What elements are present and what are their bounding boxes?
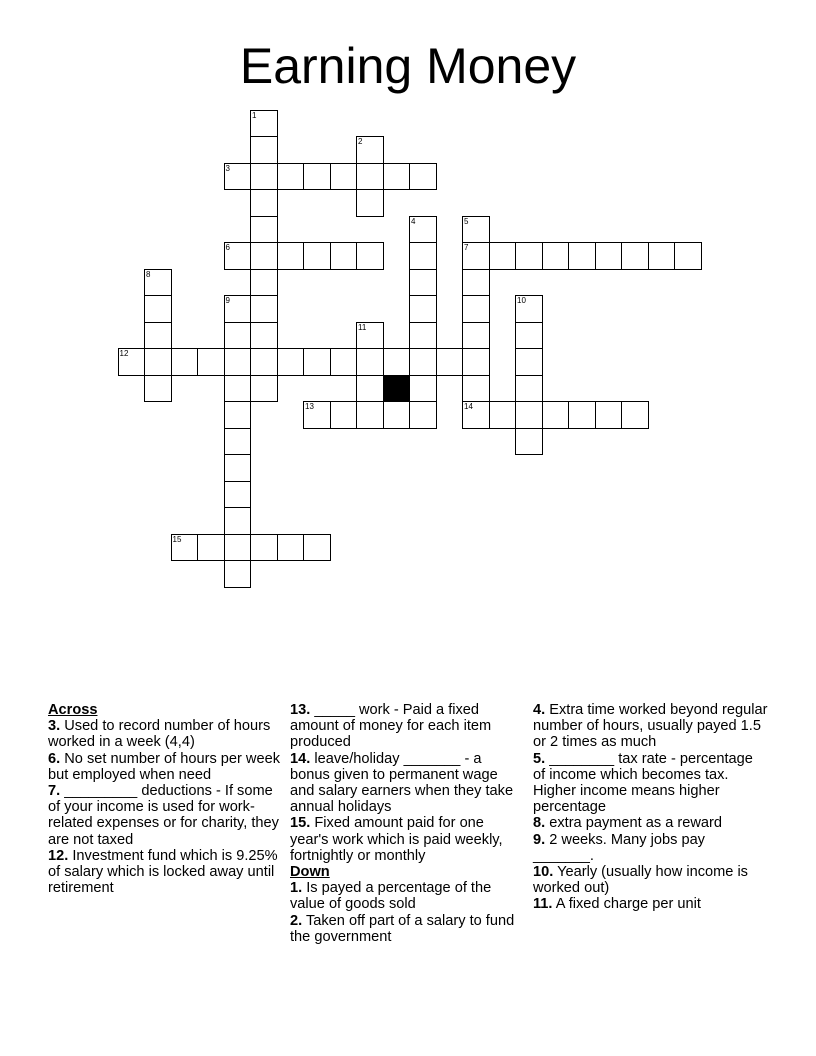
grid-cell[interactable] <box>250 534 278 562</box>
grid-cell[interactable] <box>462 322 490 350</box>
grid-cell[interactable] <box>250 322 278 350</box>
grid-cell[interactable] <box>224 481 252 509</box>
grid-cell[interactable] <box>250 136 278 164</box>
grid-cell[interactable] <box>356 322 384 350</box>
clue-item <box>533 702 769 751</box>
grid-cell[interactable] <box>197 534 225 562</box>
grid-cell[interactable] <box>462 216 490 244</box>
clue-number-label: 10 <box>517 296 526 305</box>
grid-cell[interactable] <box>383 163 411 191</box>
grid-cell[interactable] <box>436 348 464 376</box>
grid-cell[interactable] <box>303 401 331 429</box>
grid-cell[interactable] <box>356 189 384 217</box>
clue-number: 4. <box>533 702 546 718</box>
grid-cell[interactable] <box>250 189 278 217</box>
grid-cell[interactable] <box>568 401 596 429</box>
clue-text: Is payed a percentage of the value of goods sold <box>290 880 492 913</box>
grid-cell[interactable] <box>250 110 278 138</box>
clue-number: 1. <box>290 880 303 897</box>
grid-cell[interactable] <box>224 322 252 350</box>
grid-cell[interactable] <box>224 454 252 482</box>
clue-number: 10. <box>533 864 554 881</box>
grid-cell[interactable] <box>144 348 172 376</box>
clue-number-label: 4 <box>411 216 416 226</box>
clue-number: 3. <box>48 718 61 735</box>
grid-cell[interactable] <box>356 401 384 429</box>
grid-cell[interactable] <box>171 534 199 562</box>
grid-cell[interactable] <box>462 295 490 323</box>
grid-cell[interactable] <box>250 163 278 191</box>
clue-text: Extra time worked beyond regular number of hours, usually payed 1.5 or 2 times as much <box>533 702 768 751</box>
clue-item <box>48 751 280 783</box>
clues-column-1 <box>48 702 280 896</box>
clue-number: 8. <box>533 815 546 832</box>
grid-cell[interactable] <box>621 242 649 270</box>
clue-number-label: 12 <box>119 349 129 358</box>
clue-item <box>290 751 524 816</box>
clue-number: 9. <box>533 831 546 848</box>
grid-cell[interactable] <box>224 428 252 456</box>
grid-cell[interactable] <box>250 216 278 244</box>
grid-cell[interactable] <box>330 242 358 270</box>
clue-item <box>290 913 524 945</box>
clue-text: _________ deductions - If some of your income is used for work-related expenses or for charity, they are not taxed <box>48 783 279 848</box>
grid-cell[interactable] <box>383 348 411 376</box>
grid-cell[interactable] <box>409 295 437 323</box>
clue-number: 13. <box>290 702 311 718</box>
grid-cell[interactable] <box>462 401 490 429</box>
grid-cell[interactable] <box>409 242 437 270</box>
grid-cell[interactable] <box>224 534 252 562</box>
clue-number-label: 11 <box>358 322 367 332</box>
clue-text: Investment fund which is 9.25% of salary which is locked away until retirement <box>48 847 278 897</box>
clue-text: _____ work - Paid a fixed amount of money for each item produced <box>290 702 492 751</box>
clue-number: 7. <box>48 783 61 800</box>
grid-cell[interactable] <box>250 242 278 270</box>
clue-number: 14. <box>290 750 311 767</box>
clue-text: No set number of hours per week but employed when need <box>48 750 281 783</box>
grid-cell[interactable] <box>224 401 252 429</box>
clues-column-3 <box>533 702 769 913</box>
grid-cell[interactable] <box>409 269 437 297</box>
grid-cell[interactable] <box>409 401 437 429</box>
clue-item <box>533 832 769 864</box>
grid-cell[interactable] <box>462 242 490 270</box>
clue-number-label: 6 <box>225 243 230 252</box>
grid-cell[interactable] <box>144 269 172 297</box>
grid-cell[interactable] <box>224 242 252 270</box>
clue-number-label: 2 <box>358 137 363 146</box>
clue-number-label: 14 <box>464 402 473 411</box>
clue-number-label: 1 <box>252 110 257 120</box>
grid-cell[interactable] <box>303 163 331 191</box>
clue-number: 15. <box>290 815 311 832</box>
clue-item <box>533 864 769 896</box>
grid-cell[interactable] <box>171 348 199 376</box>
clue-text: extra payment as a reward <box>549 815 723 832</box>
grid-cell[interactable] <box>144 295 172 323</box>
clue-item <box>48 848 280 897</box>
grid-cell[interactable] <box>250 375 278 403</box>
grid-cell[interactable] <box>489 401 517 429</box>
clue-text: Taken off part of a salary to fund the government <box>290 912 515 945</box>
grid-cell[interactable] <box>303 348 331 376</box>
grid-cell[interactable] <box>462 375 490 403</box>
grid-cell[interactable] <box>303 242 331 270</box>
grid-cell[interactable] <box>489 242 517 270</box>
clue-item <box>533 815 769 831</box>
clue-number-label: 7 <box>464 243 469 252</box>
grid-cell[interactable] <box>542 401 570 429</box>
grid-cell[interactable] <box>330 163 358 191</box>
grid-cell[interactable] <box>356 375 384 403</box>
clue-item <box>290 702 524 751</box>
across-heading: Across <box>48 702 98 718</box>
grid-cell[interactable] <box>356 348 384 376</box>
grid-cell[interactable] <box>277 242 305 270</box>
clue-item <box>290 880 524 912</box>
grid-cell[interactable] <box>356 242 384 270</box>
grid-cell[interactable] <box>224 507 252 535</box>
grid-cell[interactable] <box>568 242 596 270</box>
grid-cell[interactable] <box>224 375 252 403</box>
grid-cell[interactable] <box>224 163 252 191</box>
grid-cell[interactable] <box>250 269 278 297</box>
clue-item <box>533 896 769 912</box>
clue-text: Fixed amount paid for one year's work which is paid weekly, fortnightly or monthly <box>290 815 503 864</box>
grid-cell[interactable] <box>621 401 649 429</box>
grid-cell[interactable] <box>409 163 437 191</box>
grid-cell[interactable] <box>277 348 305 376</box>
grid-cell[interactable] <box>118 348 146 376</box>
clue-text: A fixed charge per unit <box>555 896 701 913</box>
blocked-cell <box>383 375 411 403</box>
grid-cell[interactable] <box>648 242 676 270</box>
grid-cell[interactable] <box>356 163 384 191</box>
clue-text: 2 weeks. Many jobs pay _______. <box>533 831 705 864</box>
grid-cell[interactable] <box>515 348 543 376</box>
grid-cell[interactable] <box>250 348 278 376</box>
clue-number-label: 15 <box>172 534 182 544</box>
puzzle-title: Earning Money <box>239 38 577 94</box>
grid-cell[interactable] <box>224 295 252 323</box>
grid-cell[interactable] <box>515 401 543 429</box>
grid-cell[interactable] <box>330 348 358 376</box>
grid-cell[interactable] <box>224 348 252 376</box>
grid-cell[interactable] <box>356 136 384 164</box>
clue-number: 12. <box>48 847 69 864</box>
clue-number-label: 13 <box>305 402 314 411</box>
grid-cell[interactable] <box>515 322 543 350</box>
clue-number: 2. <box>290 912 303 929</box>
grid-cell[interactable] <box>197 348 225 376</box>
clues-column-2 <box>290 702 524 945</box>
clue-item <box>48 783 280 848</box>
clue-item <box>290 815 524 864</box>
grid-cell[interactable] <box>595 242 623 270</box>
grid-cell[interactable] <box>144 322 172 350</box>
grid-cell[interactable] <box>515 375 543 403</box>
grid-cell[interactable] <box>542 242 570 270</box>
grid-cell[interactable] <box>674 242 702 270</box>
clue-number: 5. <box>533 750 546 767</box>
grid-cell[interactable] <box>409 216 437 244</box>
grid-cell[interactable] <box>383 401 411 429</box>
clue-number: 11. <box>533 896 553 913</box>
grid-cell[interactable] <box>515 295 543 323</box>
grid-cell[interactable] <box>224 560 252 588</box>
clue-number-label: 5 <box>464 216 469 226</box>
clue-number-label: 8 <box>146 269 151 279</box>
grid-cell[interactable] <box>409 322 437 350</box>
grid-cell[interactable] <box>462 348 490 376</box>
grid-cell[interactable] <box>515 242 543 270</box>
clue-item <box>48 718 280 750</box>
grid-cell[interactable] <box>330 401 358 429</box>
clue-text: leave/holiday _______ - a bonus given to permanent wage and salary earners when they take annual holidays <box>290 750 514 816</box>
grid-cell[interactable] <box>409 375 437 403</box>
down-heading: Down <box>290 864 330 881</box>
clue-number-label: 9 <box>225 296 230 305</box>
clue-text: ________ tax rate - percentage of income which becomes tax. Higher income means higher percentage <box>533 750 753 816</box>
grid-cell[interactable] <box>515 428 543 456</box>
grid-cell[interactable] <box>144 375 172 403</box>
grid-cell[interactable] <box>277 534 305 562</box>
grid-cell[interactable] <box>462 269 490 297</box>
grid-cell[interactable] <box>277 163 305 191</box>
clue-number-label: 3 <box>225 163 230 173</box>
clue-item <box>533 751 769 816</box>
grid-cell[interactable] <box>250 295 278 323</box>
clue-text: Yearly (usually how income is worked out) <box>533 864 748 897</box>
clue-text: Used to record number of hours worked in a week (4,4) <box>48 718 271 751</box>
clue-number: 6. <box>48 750 61 767</box>
grid-cell[interactable] <box>303 534 331 562</box>
grid-cell[interactable] <box>595 401 623 429</box>
grid-cell[interactable] <box>409 348 437 376</box>
